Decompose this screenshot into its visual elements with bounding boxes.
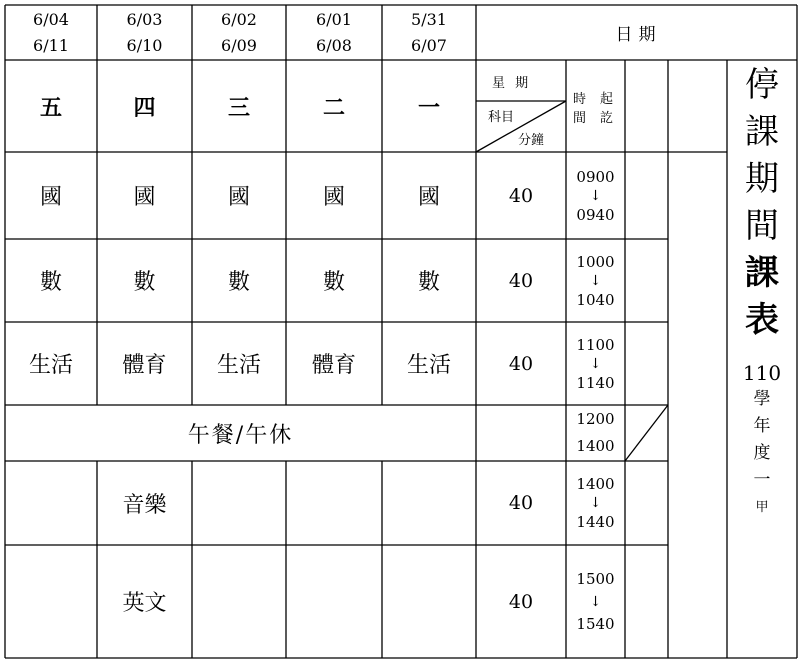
time-end: 0940 [576,205,615,224]
title-char: 表 [745,300,779,340]
down-arrow-icon: ↓ [589,355,602,372]
time-cell [566,239,625,322]
time-end: 1040 [576,290,615,309]
time-end: 1140 [576,373,615,392]
time-end: 1400 [576,437,615,455]
weekday-mon: 一 [417,94,440,121]
minutes-cell: 40 [508,590,534,613]
subject-cell: 數 [322,270,345,295]
subject-cell: 國 [133,185,156,210]
title-char: 期 [745,159,779,199]
date-end: 6/08 [316,35,352,55]
time-cell [566,545,625,658]
lunch-break: 午餐/午休 [187,422,294,448]
time-end: 1440 [576,513,615,531]
subject-cell: 英文 [122,591,167,616]
time-start: 1100 [576,335,615,354]
subject-cell: 音樂 [122,492,167,518]
date-end: 6/07 [411,35,447,55]
time-start: 1400 [576,475,615,493]
time-start: 0900 [576,167,615,186]
time-start: 1000 [576,252,615,271]
weekday-wed: 三 [227,94,250,121]
subject-cell: 國 [322,185,345,210]
subject-cell: 數 [133,270,156,295]
school-year: 110 [742,361,782,385]
minutes-label: 分鐘 [518,133,545,148]
class-char: 一 [753,470,771,490]
time-cell [566,322,625,405]
date-end: 6/09 [221,35,257,55]
date-start: 5/31 [411,9,447,29]
title-char: 課 [745,112,779,152]
subject-cell: 數 [227,270,250,295]
class-char: 甲 [755,500,769,515]
class-char: 年 [753,416,771,436]
subject-cell: 數 [39,270,62,295]
subject-cell [286,461,382,545]
subject-cell [286,545,382,658]
subject-cell: 生活 [406,353,451,378]
time-label-a: 時 [573,92,587,107]
lunch-time-cell [566,405,625,461]
date-start: 6/02 [221,9,257,29]
date-end: 6/11 [33,35,69,55]
subject-cell [192,545,286,658]
down-arrow-icon: ↓ [589,593,602,610]
subject-cell: 體育 [122,353,167,378]
date-header [476,5,797,60]
time-cell [566,152,625,239]
down-arrow-icon: ↓ [589,272,602,289]
title-char: 間 [745,206,779,246]
date-cell-mon [382,5,476,60]
minutes-cell: 40 [508,184,534,207]
date-end: 6/10 [126,35,163,55]
down-arrow-icon: ↓ [589,187,602,204]
minutes-cell: 40 [508,269,534,292]
subject-cell: 國 [39,185,62,210]
subject-cell [382,545,476,658]
class-char: 學 [753,389,771,409]
subject-cell [5,461,97,545]
time-start: 1200 [576,410,615,428]
subject-cell [382,461,476,545]
time-label-b: 起 [600,92,614,107]
time-label-d: 訖 [600,111,614,126]
subject-cell: 體育 [311,353,356,378]
title-char: 停 [745,65,779,105]
class-char: 度 [753,443,771,463]
date-cell-fri [5,5,97,60]
schedule-title [727,62,797,658]
time-end: 1540 [576,614,615,633]
date-start: 6/03 [126,9,163,29]
date-header-label: 日期 [615,25,662,45]
subject-cell: 生活 [216,353,261,378]
subject-cell: 國 [417,185,440,210]
date-cell-thu [97,5,192,60]
down-arrow-icon: ↓ [589,495,602,511]
minutes-cell: 40 [508,492,534,514]
date-cell-tue [286,5,382,60]
weekday-fri: 五 [39,94,62,121]
minutes-cell: 40 [508,352,534,375]
subject-cell: 數 [417,270,440,295]
time-cell [566,461,625,545]
date-start: 6/01 [316,9,352,29]
subject-cell [192,461,286,545]
date-start: 6/04 [33,9,69,29]
time-start: 1500 [576,569,615,588]
subject-cell: 生活 [28,353,73,378]
subject-label: 科目 [488,110,515,125]
time-label-c: 間 [573,111,587,126]
date-cell-wed [192,5,286,60]
title-char: 課 [745,253,779,293]
subject-cell [5,545,97,658]
weekday-thu: 四 [133,94,156,121]
weekday-tue: 二 [322,94,345,121]
weekday-label: 星 期 [492,76,532,91]
subject-cell: 國 [227,185,250,210]
